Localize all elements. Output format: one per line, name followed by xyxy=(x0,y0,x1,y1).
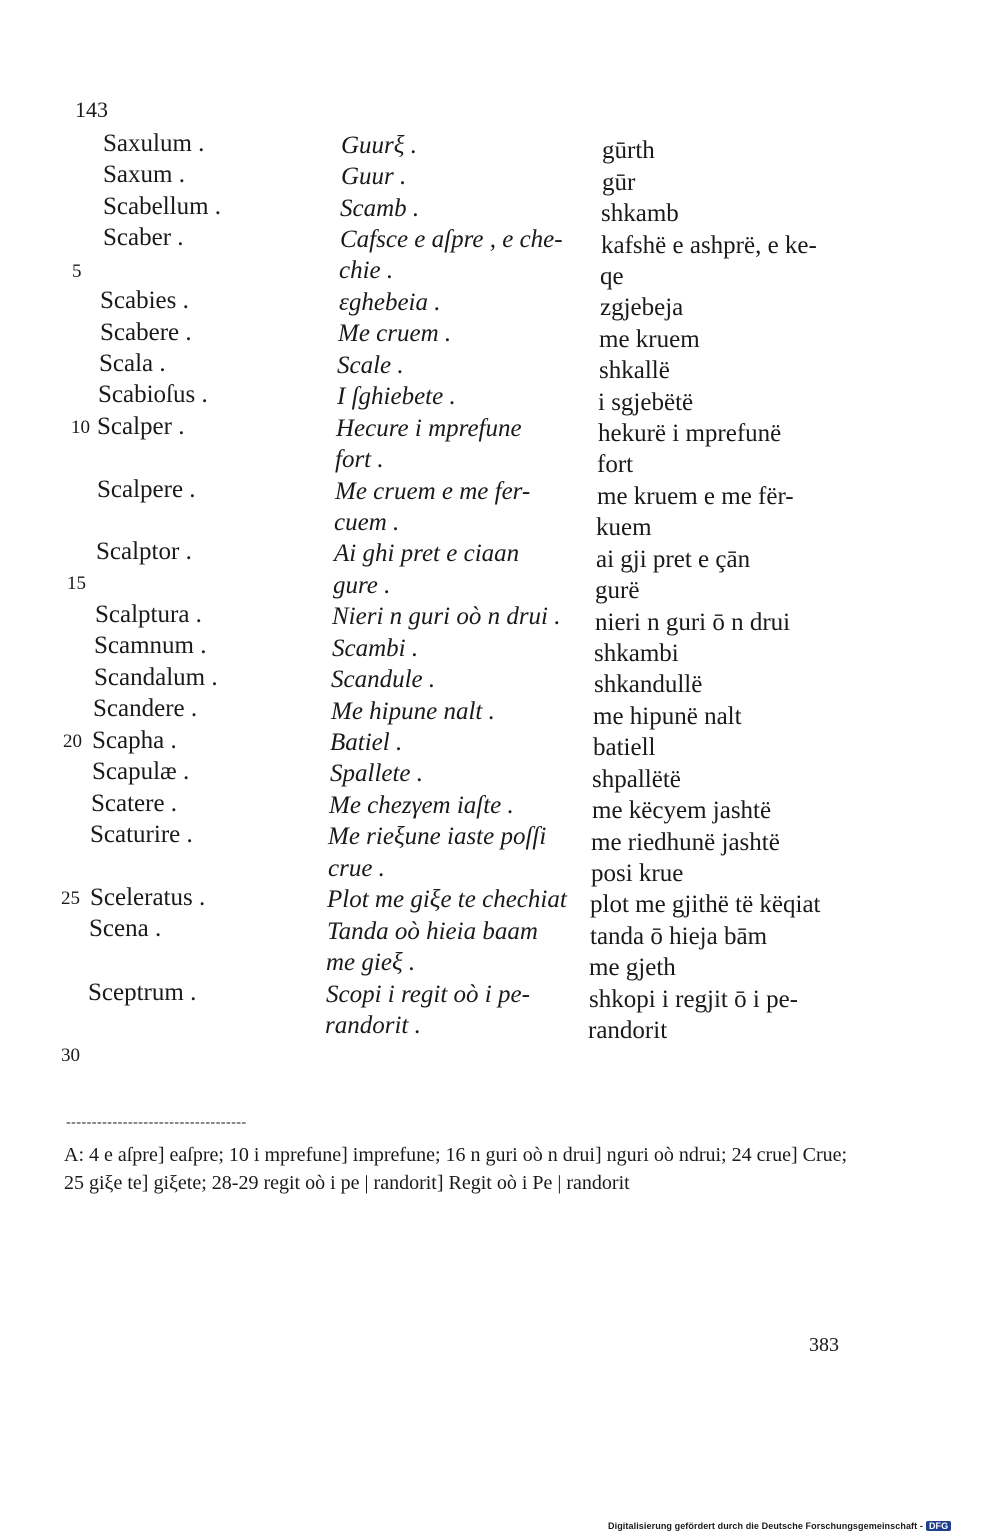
latin-entry: Scena . xyxy=(89,915,162,942)
latin-entry: Saxum . xyxy=(103,161,185,188)
modern-text: batiell xyxy=(593,734,656,761)
latin-entry: Scalptor . xyxy=(96,538,192,565)
line-number: 5 xyxy=(72,261,82,282)
modern-text: gūrth xyxy=(602,137,655,164)
modern-text: fort xyxy=(597,451,634,478)
old-text: chie . xyxy=(339,257,394,284)
modern-text: gūr xyxy=(602,169,636,196)
modern-text: plot me gjithë të këqiat xyxy=(590,891,821,918)
latin-entry: Scatere . xyxy=(91,790,178,817)
old-text: Tanda oò hieia baam xyxy=(327,918,538,945)
latin-entry: Scalpere . xyxy=(97,476,196,503)
old-text: me gieξ . xyxy=(326,949,416,976)
old-text: Ai ghi pret e ciaan xyxy=(334,540,520,567)
old-text: Me hipune nalt . xyxy=(331,698,495,725)
modern-text: shkandullë xyxy=(594,671,703,698)
modern-text: zgjebeja xyxy=(600,294,684,321)
page-number: 383 xyxy=(809,1334,839,1356)
modern-text: me riedhunë jashtë xyxy=(591,829,780,856)
modern-text: qe xyxy=(600,263,624,290)
old-text: Scambi . xyxy=(332,635,419,662)
old-text: Cafsce e aſpre , e che- xyxy=(340,226,563,253)
modern-text: posi krue xyxy=(591,860,684,887)
latin-entry: Scalptura . xyxy=(95,601,202,628)
modern-text: randorit xyxy=(588,1017,668,1044)
old-text: Batiel . xyxy=(330,729,403,756)
line-number: 20 xyxy=(63,731,82,752)
old-text: Me cruem e me fer- xyxy=(335,478,531,505)
modern-text: i sgjebëtë xyxy=(598,389,694,416)
old-text: crue . xyxy=(328,855,385,882)
latin-entry: Scandere . xyxy=(93,695,198,722)
modern-text: shkopi i regjit ō i pe- xyxy=(589,986,798,1013)
line-number: 15 xyxy=(67,573,86,594)
old-text: I ſghiebete . xyxy=(337,383,456,410)
old-text: Guurξ . xyxy=(341,132,417,159)
modern-text: me këcyem jashtë xyxy=(592,797,772,824)
modern-text: me kruem e me fër- xyxy=(597,483,794,510)
old-text: Scale . xyxy=(337,352,404,379)
line-number: 10 xyxy=(71,417,90,438)
digitization-note: Digitalisierung gefördert durch die Deutsche Forschungsgemeinschaft - xyxy=(608,1521,923,1531)
modern-text: gurë xyxy=(595,577,640,604)
page-marker: 143 xyxy=(75,97,108,122)
latin-entry: Scapulæ . xyxy=(92,758,190,785)
modern-text: shkambi xyxy=(594,640,679,667)
latin-entry: Scapha . xyxy=(92,727,177,754)
line-number: 25 xyxy=(61,888,80,909)
latin-entry: Saxulum . xyxy=(103,130,205,157)
latin-entry: Sceleratus . xyxy=(90,884,206,911)
latin-entry: Scabies . xyxy=(100,287,189,314)
old-text: Scandule . xyxy=(331,666,436,693)
dfg-logo: DFG xyxy=(926,1521,951,1531)
old-text: Spallete . xyxy=(330,760,424,787)
latin-entry: Scandalum . xyxy=(94,664,218,691)
latin-entry: Scamnum . xyxy=(94,632,207,659)
latin-entry: Scala . xyxy=(99,350,166,377)
modern-text: me hipunë nalt xyxy=(593,703,742,730)
old-text: randorit . xyxy=(325,1012,421,1039)
old-text: gure . xyxy=(333,572,391,599)
latin-entry: Scaber . xyxy=(103,224,184,251)
old-text: fort . xyxy=(335,446,384,473)
old-text: cuem . xyxy=(334,509,400,536)
footnote-separator: ----------------------------------- xyxy=(66,1115,247,1130)
latin-entry: Scalper . xyxy=(97,413,185,440)
modern-text: kuem xyxy=(596,514,652,541)
old-text: Guur . xyxy=(341,163,407,190)
modern-text: tanda ō hieja bām xyxy=(590,923,768,950)
modern-text: nieri n guri ō n drui xyxy=(595,609,791,636)
old-text: Me cruem . xyxy=(338,320,452,347)
modern-text: shkamb xyxy=(601,200,679,227)
modern-text: me gjeth xyxy=(589,954,676,981)
modern-text: shpallëtë xyxy=(592,766,681,793)
modern-text: hekurë i mprefunë xyxy=(598,420,782,447)
modern-text: kafshë e ashprë, e ke- xyxy=(601,232,817,259)
latin-entry: Scabellum . xyxy=(103,193,222,220)
old-text: Hecure i mprefune xyxy=(336,415,522,442)
digitization-footer xyxy=(608,1521,951,1531)
old-text: Me rieξune iaste poſſi xyxy=(328,823,547,850)
old-text: Nieri n guri oò n drui . xyxy=(332,603,561,630)
latin-entry: Scabere . xyxy=(100,319,192,346)
old-text: Plot me giξe te chechiat xyxy=(327,886,567,913)
modern-text: shkallë xyxy=(599,357,670,384)
line-number: 30 xyxy=(61,1045,80,1066)
latin-entry: Scabioſus . xyxy=(98,381,208,408)
modern-text: me kruem xyxy=(599,326,700,353)
footnote: A: 4 e aſpre] eaſpre; 10 i mprefune] imprefune; 16 n guri oò n drui] nguri oò ndrui; 24 crue] Crue; 25 giξe te] giξete; 28-29 regit oò i pe | randorit] Regit oò i Pe | randorit xyxy=(64,1144,848,1194)
latin-entry: Sceptrum . xyxy=(88,979,197,1006)
old-text: εghebeia . xyxy=(339,289,441,316)
old-text: Scopi i regit oò i pe- xyxy=(326,981,530,1008)
latin-entry: Scaturire . xyxy=(90,821,193,848)
old-text: Scamb . xyxy=(340,195,420,222)
modern-text: ai gji pret e çān xyxy=(596,546,751,573)
old-text: Me chezγem iaſte . xyxy=(329,792,514,819)
